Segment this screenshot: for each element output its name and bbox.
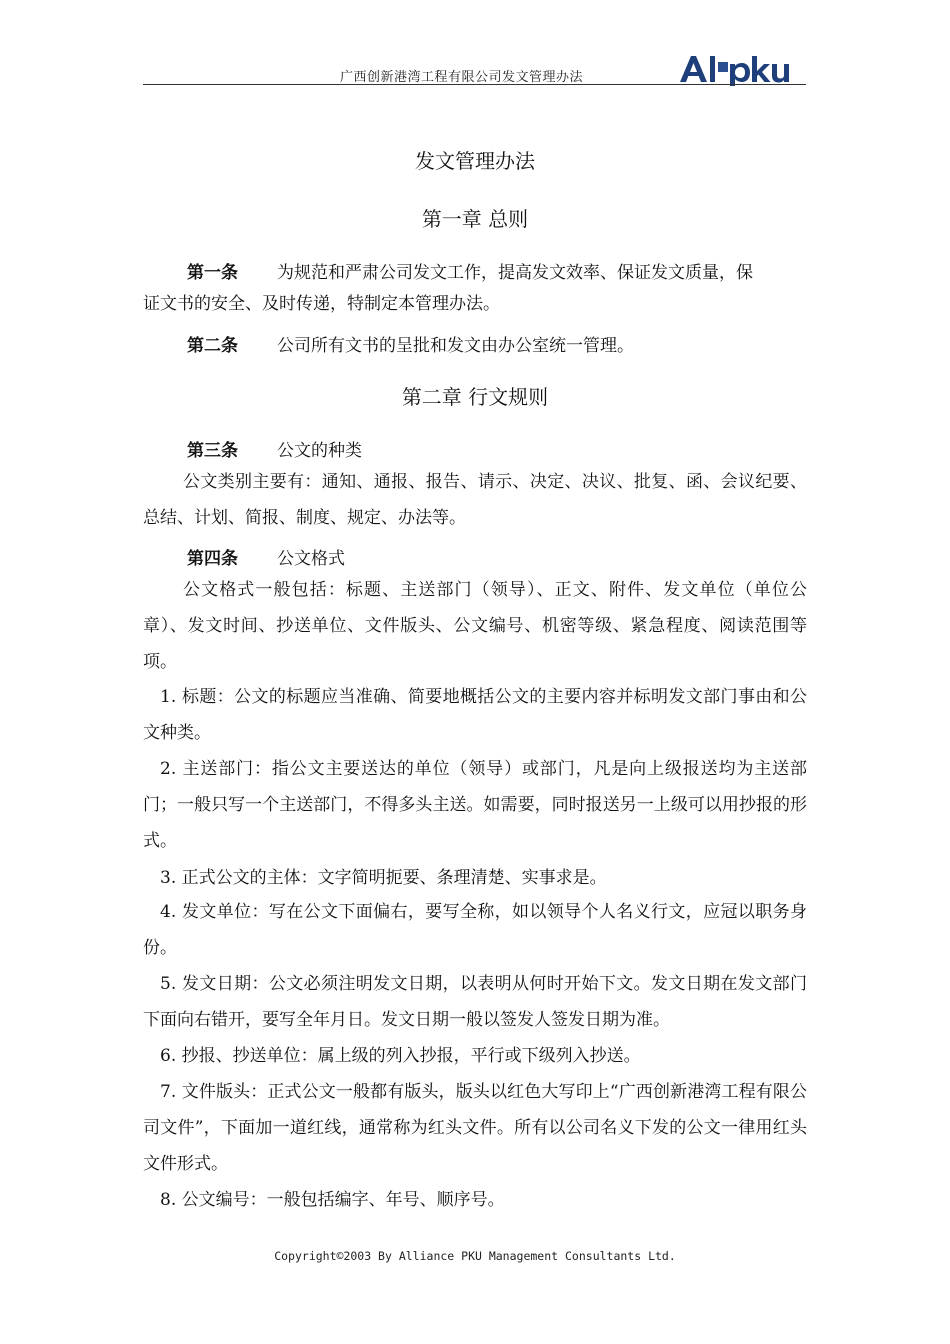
article-3-heading: 公文的种类 xyxy=(277,441,362,461)
list-item: 7. 文件版头：正式公文一般都有版头，版头以红色大写印上“广西创新港湾工程有限公司文件”，下面加一道红线，通常称为红头文件。所有以公司名义下发的公文一律用红头文件形式。 xyxy=(143,1082,807,1174)
list-item: 2. 主送部门：指公文主要送达的单位（领导）或部门，凡是向上级报送均为主送部门；一般只写一个主送部门，不得多头主送。如需要，同时报送另一上级可以用抄报的形式。 xyxy=(143,759,807,851)
article-1-label: 第一条 xyxy=(187,263,238,283)
article-1-text: 为规范和严肃公司发文工作，提高发文效率、保证发文质量，保 xyxy=(277,263,753,283)
chapter-2-title: 第二章 行文规则 xyxy=(401,385,549,409)
list-item: 5. 发文日期：公文必须注明发文日期，以表明从何时开始下文。发文日期在发文部门下面向右错开，要写全年月日。发文日期一般以签发人签发日期为准。 xyxy=(143,974,807,1030)
article-3-label: 第三条 xyxy=(187,441,238,461)
article-3-body: 公文类别主要有：通知、通报、报告、请示、决定、决议、批复、函、会议纪要、总结、计划、简报、制度、规定、办法等。 xyxy=(143,472,807,528)
alliance-pku-logo xyxy=(678,52,790,86)
article-2 xyxy=(187,331,634,356)
chapter-1-title: 第一章 总则 xyxy=(421,207,529,231)
list-item: 8. 公文编号：一般包括编字、年号、顺序号。 xyxy=(160,1190,505,1210)
list-item: 1. 标题：公文的标题应当准确、简要地概括公文的主要内容并标明发文部门事由和公文种类。 xyxy=(143,687,807,743)
article-4-body: 公文格式一般包括：标题、主送部门（领导）、正文、附件、发文单位（单位公章）、发文时间、抄送单位、文件版头、公文编号、机密等级、紧急程度、阅读范围等项。 xyxy=(143,580,807,672)
document-title: 发文管理办法 xyxy=(415,149,535,173)
running-header-title: 广西创新港湾工程有限公司发文管理办法 xyxy=(340,70,584,85)
list-item: 4. 发文单位：写在公文下面偏右，要写全称，如以领导个人名义行文，应冠以职务身份。 xyxy=(143,902,807,958)
article-1-continuation: 证文书的安全、及时传递，特制定本管理办法。 xyxy=(143,294,500,314)
article-2-text: 公司所有文书的呈批和发文由办公室统一管理。 xyxy=(277,336,634,356)
list-item: 3. 正式公文的主体：文字简明扼要、条理清楚、实事求是。 xyxy=(160,868,607,888)
article-4-label: 第四条 xyxy=(187,549,238,569)
article-4-heading: 公文格式 xyxy=(277,549,345,569)
list-item: 6. 抄报、抄送单位：属上级的列入抄报，平行或下级列入抄送。 xyxy=(160,1046,641,1066)
header-rule xyxy=(143,84,806,85)
article-4 xyxy=(187,544,345,569)
article-2-label: 第二条 xyxy=(187,336,238,356)
footer-copyright: Copyright©2003 By Alliance PKU Management Consultants Ltd. xyxy=(274,1249,676,1263)
article-3 xyxy=(187,436,362,461)
article-1 xyxy=(187,258,753,283)
